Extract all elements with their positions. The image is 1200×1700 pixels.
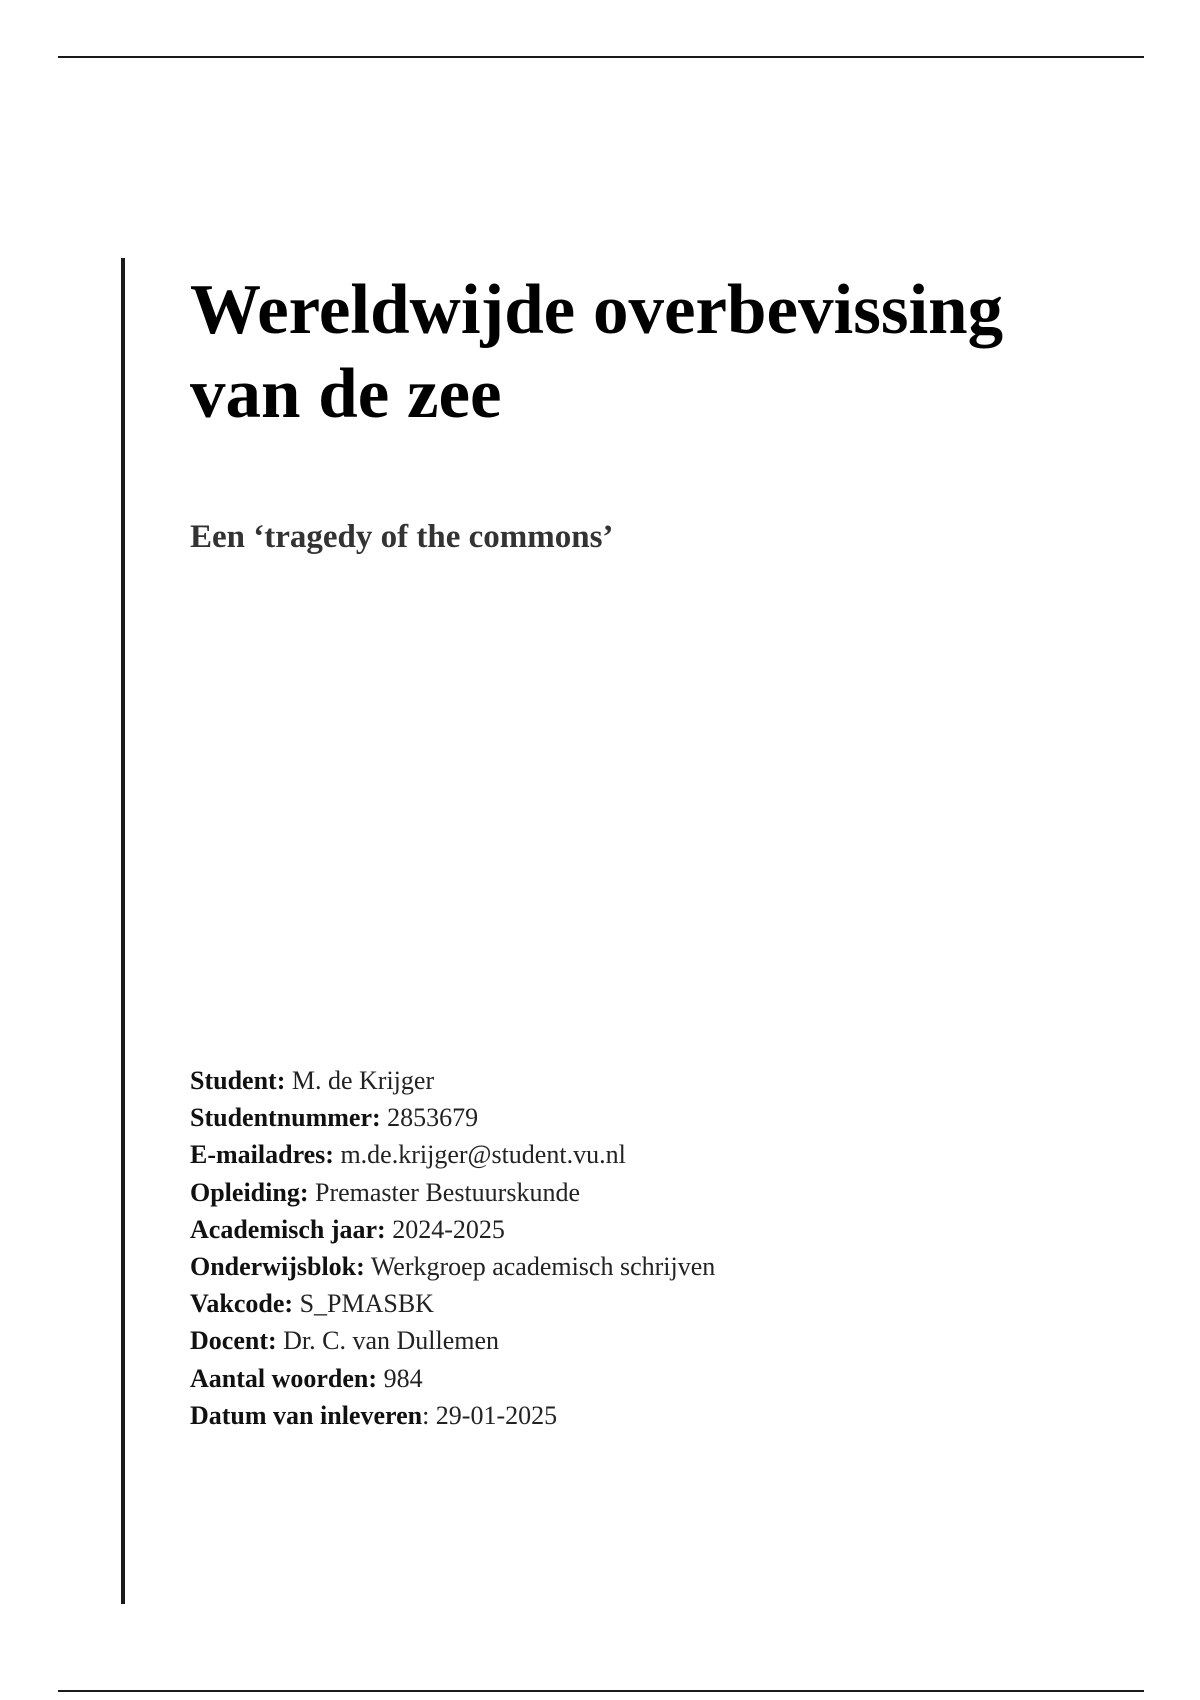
info-label: Student: — [190, 1066, 286, 1095]
title-line-1: Wereldwijde overbevissing — [190, 271, 1004, 349]
info-row-emailadres — [190, 1136, 1090, 1173]
info-value: m.de.krijger@student.vu.nl — [333, 1140, 626, 1170]
document-subtitle: Een ‘tragedy of the commons’ — [190, 519, 614, 555]
info-row-academisch-jaar — [190, 1211, 1090, 1248]
info-row-aantal-woorden — [190, 1360, 1090, 1397]
info-value: Dr. C. van Dullemen — [276, 1326, 500, 1356]
info-label: Vakcode: — [190, 1289, 294, 1319]
info-row-docent — [190, 1322, 1090, 1359]
info-row-student — [190, 1062, 1090, 1099]
student-info-list — [190, 1062, 1090, 1434]
info-label: Studentnummer: — [190, 1103, 381, 1133]
info-value: : 29-01-2025 — [422, 1400, 558, 1430]
info-label: Onderwijsblok: — [190, 1252, 365, 1282]
title-line-2: van de zee — [190, 355, 502, 433]
info-label: E-mailadres: — [190, 1140, 334, 1170]
info-value: 2853679 — [380, 1103, 479, 1133]
info-value: 984 — [377, 1363, 423, 1393]
info-value: M. de Krijger — [285, 1066, 435, 1095]
info-value: Premaster Bestuurskunde — [308, 1177, 580, 1207]
info-value: 2024-2025 — [385, 1214, 505, 1244]
document-title — [190, 268, 1110, 436]
info-label: Docent: — [190, 1326, 277, 1356]
left-vertical-bar — [121, 258, 125, 1604]
info-label: Opleiding: — [190, 1177, 309, 1207]
info-value: Werkgroep academisch schrijven — [364, 1252, 716, 1282]
top-horizontal-rule — [58, 56, 1144, 58]
info-row-vakcode — [190, 1285, 1090, 1322]
info-label: Aantal woorden: — [190, 1363, 378, 1393]
info-row-studentnummer — [190, 1099, 1090, 1136]
info-label: Academisch jaar: — [190, 1214, 386, 1244]
info-row-datum-van-inleveren — [190, 1397, 1090, 1434]
info-label: Datum van inleveren — [190, 1400, 423, 1430]
info-value: S_PMASBK — [293, 1289, 434, 1319]
info-row-onderwijsblok — [190, 1248, 1090, 1285]
bottom-horizontal-rule — [58, 1690, 1144, 1692]
info-row-opleiding — [190, 1174, 1090, 1211]
